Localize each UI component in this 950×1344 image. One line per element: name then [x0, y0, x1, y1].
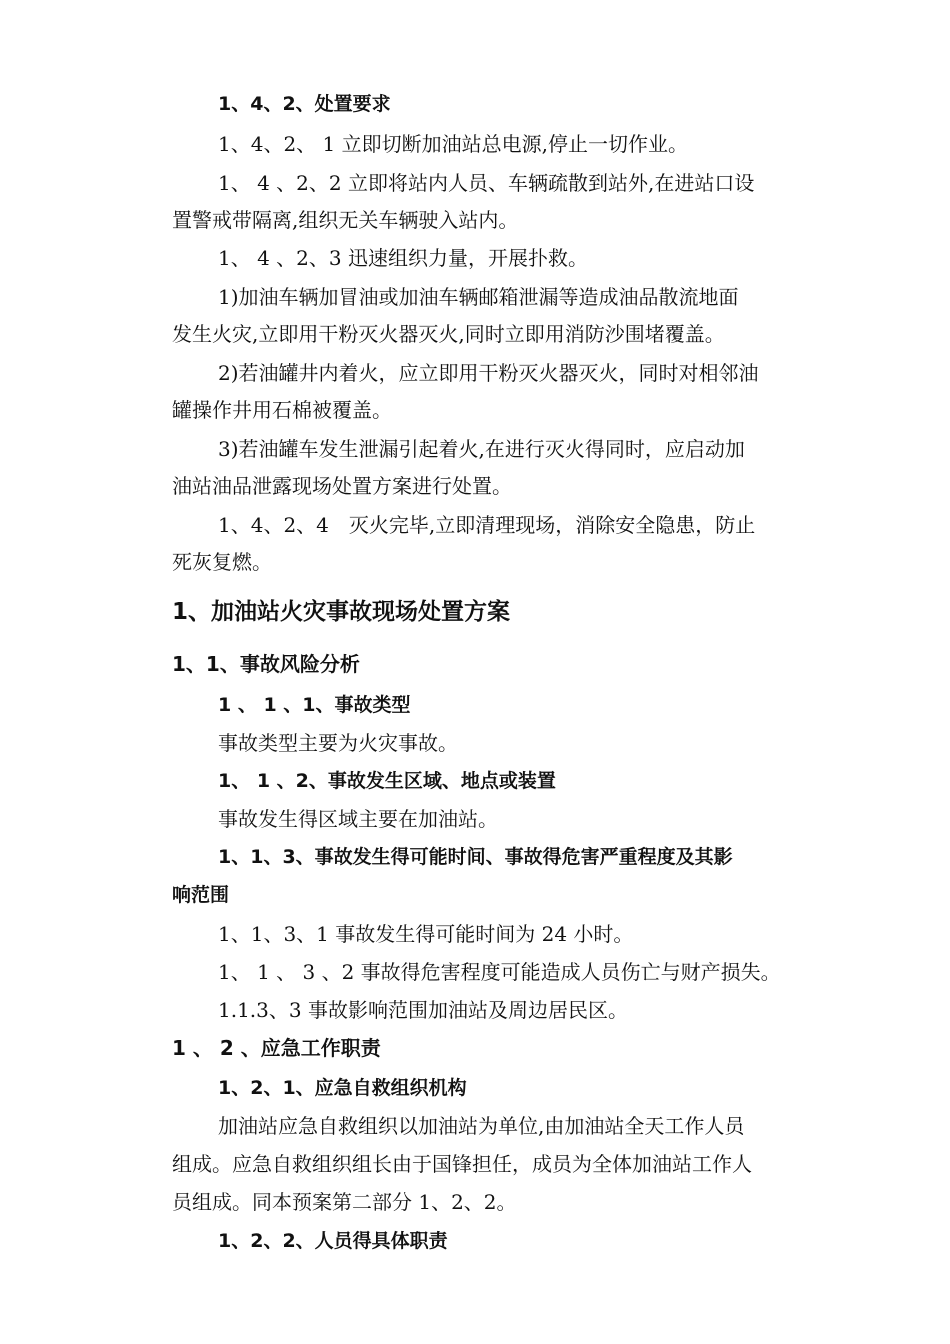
paragraph-line: 1、4、2、 1 立即切断加油站总电源,停止一切作业。 [218, 132, 688, 156]
subsubsection-heading: 1、 1 、2、事故发生区域、地点或装置 [218, 770, 556, 792]
paragraph-line: 1、4、2、4 灭火完毕,立即清理现场，消除安全隐患，防止 [218, 513, 756, 537]
subsubsection-heading: 1、2、2、人员得具体职责 [218, 1230, 448, 1252]
subsection-heading: 1、1、事故风险分析 [172, 652, 360, 676]
paragraph-line: 1、 4 、2、2 立即将站内人员、车辆疏散到站外,在进站口设 [218, 171, 755, 195]
paragraph-line: 置警戒带隔离,组织无关车辆驶入站内。 [172, 208, 519, 232]
paragraph-line: 1)加油车辆加冒油或加油车辆邮箱泄漏等造成油品散流地面 [218, 285, 739, 309]
paragraph-line: 1、 4 、2、3 迅速组织力量，开展扑救。 [218, 246, 588, 270]
subsubsection-heading: 1、1、3、事故发生得可能时间、事故得危害严重程度及其影 [218, 846, 733, 868]
paragraph-line: 1、 1 、 3 、2 事故得危害程度可能造成人员伤亡与财产损失。 [218, 960, 781, 984]
paragraph-line: 事故类型主要为火灾事故。 [218, 731, 458, 755]
paragraph-line: 发生火灾,立即用干粉灭火器灭火,同时立即用消防沙围堵覆盖。 [172, 322, 725, 346]
paragraph-line: 事故发生得区域主要在加油站。 [218, 807, 498, 831]
subsubsection-heading-continued: 响范围 [172, 884, 230, 906]
heading-disposal-requirements: 1、4、2、处置要求 [218, 93, 391, 115]
subsubsection-heading: 1 、 1 、1、事故类型 [218, 694, 411, 716]
paragraph-line: 1、1、3、1 事故发生得可能时间为 24 小时。 [218, 922, 634, 946]
paragraph-line: 加油站应急自救组织以加油站为单位,由加油站全天工作人员 [218, 1114, 745, 1138]
paragraph-line: 2)若油罐井内着火，应立即用干粉灭火器灭火，同时对相邻油 [218, 361, 759, 385]
paragraph-line: 死灰复燃。 [172, 550, 272, 574]
paragraph-line: 组成。应急自救组织组长由于国锋担任，成员为全体加油站工作人 [172, 1152, 752, 1176]
paragraph-line: 罐操作井用石棉被覆盖。 [172, 398, 392, 422]
subsection-heading: 1 、 2 、应急工作职责 [172, 1036, 381, 1060]
subsubsection-heading: 1、2、1、应急自救组织机构 [218, 1077, 467, 1099]
paragraph-line: 员组成。同本预案第二部分 1、2、2。 [172, 1190, 517, 1214]
paragraph-line: 3)若油罐车发生泄漏引起着火,在进行灭火得同时，应启动加 [218, 437, 745, 461]
paragraph-line: 1.1.3、3 事故影响范围加油站及周边居民区。 [218, 998, 628, 1022]
paragraph-line: 油站油品泄露现场处置方案进行处置。 [172, 474, 512, 498]
section-heading: 1、加油站火灾事故现场处置方案 [172, 599, 511, 625]
